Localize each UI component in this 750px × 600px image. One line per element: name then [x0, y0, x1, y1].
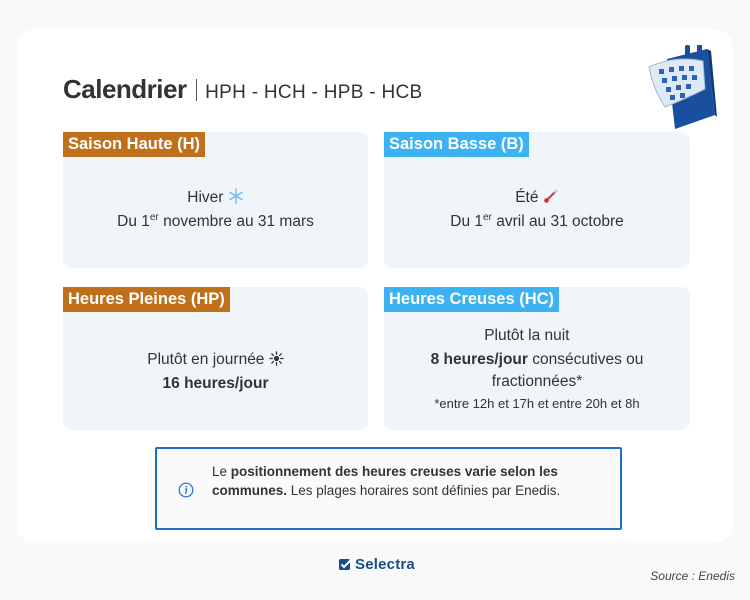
- title-subtitle: HPH - HCH - HPB - HCB: [205, 82, 423, 103]
- saison-haute-dates: Du 1er novembre au 31 mars: [117, 212, 314, 230]
- thermometer-icon: [543, 188, 559, 211]
- saison-haute-tag: Saison Haute (H): [63, 132, 205, 157]
- info-text: Le positionnement des heures creuses varie selon les communes. Les plages horaires sont définies par Enedis.: [212, 464, 561, 498]
- selectra-logo: [339, 556, 415, 573]
- info-notice: [155, 447, 622, 530]
- check-icon: [339, 558, 352, 571]
- saison-basse-label: Été: [515, 189, 539, 206]
- brand-name: Selectra: [355, 556, 415, 573]
- info-icon: [178, 482, 194, 498]
- heures-pleines-box: [63, 287, 368, 430]
- snowflake-icon: [228, 188, 244, 211]
- moon-icon: [574, 326, 590, 349]
- heures-creuses-tag: Heures Creuses (HC): [384, 287, 559, 312]
- saison-haute-label: Hiver: [187, 189, 224, 206]
- heures-pleines-label: Plutôt en journée: [147, 351, 265, 368]
- heures-creuses-box: [384, 287, 690, 430]
- heures-creuses-label: Plutôt la nuit: [484, 327, 570, 344]
- heures-pleines-duration: 16 heures/jour: [162, 375, 269, 392]
- heures-creuses-footnote: *entre 12h et 17h et entre 20h et 8h: [434, 396, 640, 411]
- saison-haute-box: [63, 132, 368, 268]
- heures-creuses-duration: 8 heures/jour consécutives ou fractionnées*: [430, 351, 644, 390]
- saison-basse-dates: Du 1er avril au 31 octobre: [450, 212, 624, 230]
- saison-basse-tag: Saison Basse (B): [384, 132, 529, 157]
- title-divider: [196, 79, 198, 101]
- title-main: Calendrier: [63, 74, 187, 104]
- heures-pleines-tag: Heures Pleines (HP): [63, 287, 230, 312]
- source-credit: Source : Enedis: [650, 569, 735, 583]
- page-title: [63, 74, 423, 105]
- calendar-icon: [645, 45, 717, 131]
- saison-basse-box: [384, 132, 690, 268]
- sun-icon: [269, 351, 284, 373]
